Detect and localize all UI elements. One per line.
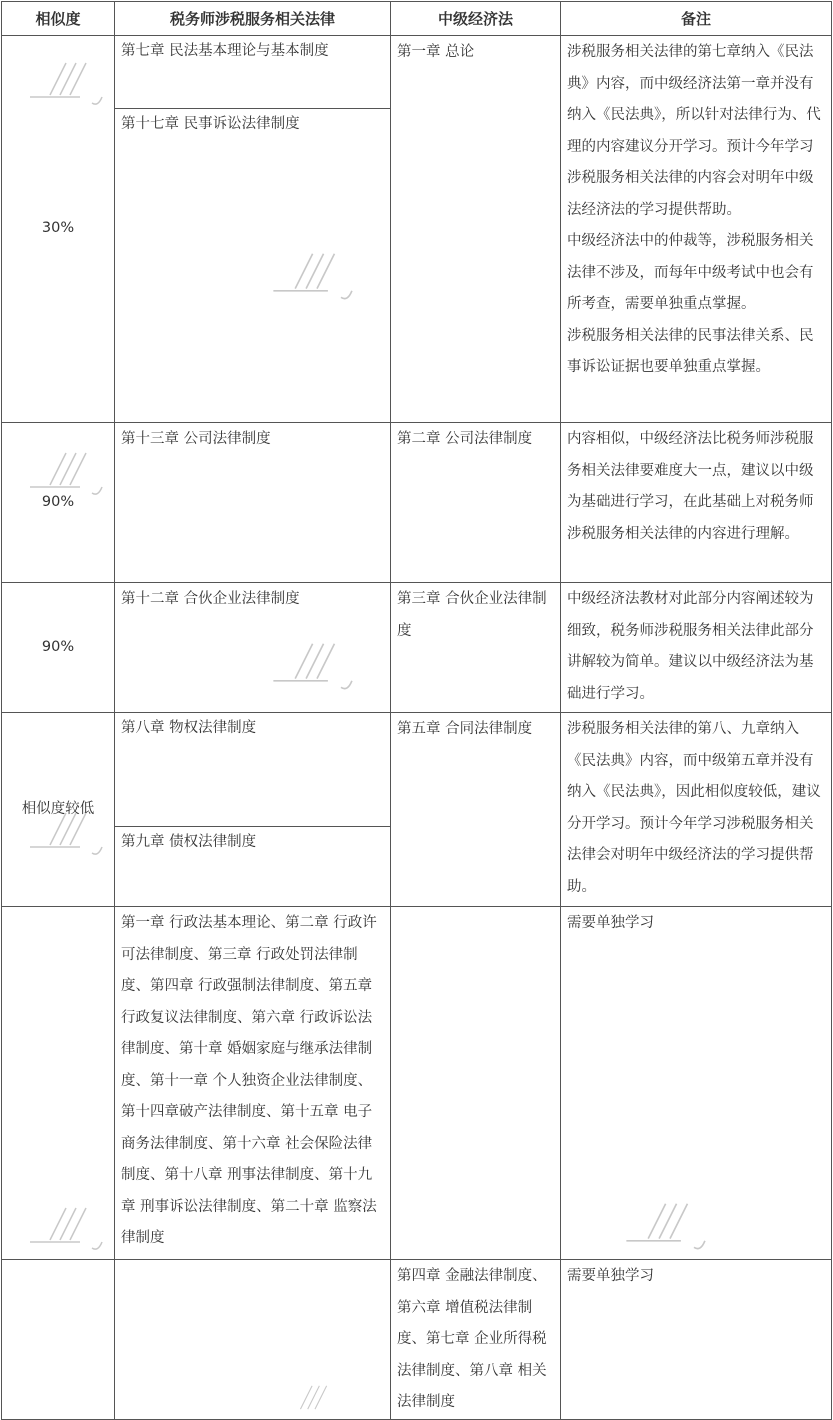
remark-paragraph: 涉税服务相关法律的民事法律关系、民事诉讼证据也要单独重点掌握。: [567, 327, 814, 375]
intermediate-law-cell: [391, 907, 561, 1260]
tax-law-chapter: 第九章 债权法律制度: [121, 834, 257, 850]
tax-law-cell: 第一章 行政法基本理论、第二章 行政许可法律制度、第三章 行政处罚法律制度、第四章 行政强制法律制度、第五章 行政复议法律制度、第六章 行政诉讼法律制度、第十章 婚姻家庭与继承法律制度、第十一章 个人独资企业法律制度、第十四章破产法律制度、第十五章 电子商务法律制度、第十六章 社会保险法律制度、第十八章 刑事法律制度、第十九章 刑事诉讼法律制度、第二十章 监察法律制度: [115, 907, 391, 1260]
tax-law-cell: 第十二章 合伙企业法律制度: [115, 583, 391, 713]
tax-law-cell: 第十三章 公司法律制度: [115, 423, 391, 583]
header-tax-law: 税务师涉税服务相关法律: [115, 2, 391, 36]
remarks-cell: 涉税服务相关法律的第八、九章纳入《民法典》内容，而中级第五章并没有纳入《民法典》，因此相似度较低，建议分开学习。预计今年学习涉税服务相关法律会对明年中级经济法的学习提供帮助。: [561, 713, 832, 907]
similarity-cell: [2, 1260, 115, 1420]
header-row: [2, 2, 832, 36]
comparison-table: [1, 1, 832, 1420]
remark-paragraph: 中级经济法中的仲裁等，涉税服务相关法律不涉及，而每年中级考试中也会有所考查，需要单独重点掌握。: [567, 233, 814, 312]
remarks-cell: [561, 36, 832, 423]
remarks-cell: 内容相似，中级经济法比税务师涉税服务相关法律要难度大一点，建议以中级为基础进行学习，在此基础上对税务师涉税服务相关法律的内容进行理解。: [561, 423, 832, 583]
similarity-cell: [2, 907, 115, 1260]
table-row: [2, 1260, 832, 1420]
table-row: [2, 907, 832, 1260]
tax-law-cell: [115, 1260, 391, 1420]
remarks-cell: 需要单独学习: [561, 1260, 832, 1420]
remarks-cell: 中级经济法教材对此部分内容阐述较为细致，税务师涉税服务相关法律此部分讲解较为简单。建议以中级经济法为基础进行学习。: [561, 583, 832, 713]
remark-paragraph: 涉税服务相关法律的第七章纳入《民法典》内容，而中级经济法第一章并没有纳入《民法典》，所以针对法律行为、代理的内容建议分开学习。预计今年学习涉税服务相关法律的内容会对明年中级法经济法的学习提供帮助。: [567, 44, 821, 218]
tax-law-cell: [115, 713, 391, 907]
similarity-cell: 相似度较低: [2, 713, 115, 907]
intermediate-law-cell: 第四章 金融法律制度、第六章 增值税法律制度、第七章 企业所得税法律制度、第八章 相关法律制度: [391, 1260, 561, 1420]
tax-law-cell: [115, 36, 391, 423]
remarks-cell: 需要单独学习: [561, 907, 832, 1260]
header-similarity: 相似度: [2, 2, 115, 36]
table-row: [2, 713, 832, 907]
header-remarks: 备注: [561, 2, 832, 36]
intermediate-law-cell: 第二章 公司法律制度: [391, 423, 561, 583]
intermediate-law-cell: 第一章 总论: [391, 36, 561, 423]
table-row: [2, 423, 832, 583]
header-intermediate-law: 中级经济法: [391, 2, 561, 36]
similarity-cell: 90%: [2, 423, 115, 583]
intermediate-law-cell: 第五章 合同法律制度: [391, 713, 561, 907]
intermediate-law-cell: 第三章 合伙企业法律制度: [391, 583, 561, 713]
similarity-cell: 30%: [2, 36, 115, 423]
tax-law-chapter: 第十七章 民事诉讼法律制度: [121, 116, 300, 132]
tax-law-chapter: 第八章 物权法律制度: [115, 713, 390, 827]
similarity-cell: 90%: [2, 583, 115, 713]
tax-law-chapter: 第七章 民法基本理论与基本制度: [115, 36, 390, 109]
table-row: [2, 583, 832, 713]
table-row: [2, 36, 832, 423]
